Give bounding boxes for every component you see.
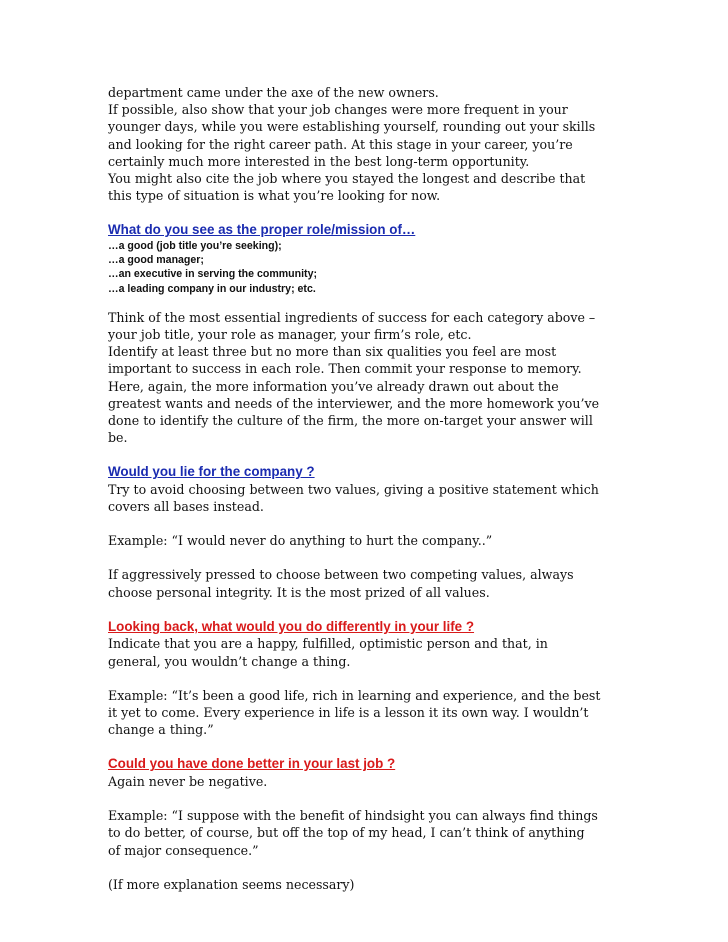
document-page xyxy=(108,84,628,893)
list-item: …an executive in serving the community; xyxy=(108,268,317,281)
spacer xyxy=(108,549,628,566)
spacer xyxy=(108,859,628,876)
better-job-example: Example: “I suppose with the benefit of hindsight you can always find things to do better, of course, but off the top of my head, I can’t think of anything of major consequence.” xyxy=(108,808,598,858)
list-item: …a good (job title you’re seeking); xyxy=(108,239,282,252)
spacer xyxy=(108,296,628,309)
lie-heading: Would you lie for the company ? xyxy=(108,464,315,480)
looking-back-paragraph: Indicate that you are a happy, fulfilled, optimistic person and that, in general, you wouldn’t change a thing. xyxy=(108,636,548,669)
spacer xyxy=(108,204,628,221)
spacer xyxy=(108,670,628,687)
list-item: …a good manager; xyxy=(108,254,204,267)
lie-paragraph-1: Try to avoid choosing between two values, giving a positive statement which covers all bases instead. xyxy=(108,481,599,515)
better-job-paragraph: Again never be negative. xyxy=(108,773,268,789)
lie-example: Example: “I would never do anything to hurt the company..” xyxy=(108,533,493,549)
lie-paragraph-2: If aggressively pressed to choose between two competing values, always choose personal integrity. It is the most prized of all values. xyxy=(108,567,574,600)
spacer xyxy=(108,515,628,532)
role-mission-body: Think of the most essential ingredients of success for each category above – your job title, your role as manager, your firm’s role, etc. Identify at least three but no more than six qualities you feel are most important to success in each role. Then commit your response to memory. Here, again, the more information you’ve already drawn out about the greatest wants and needs of the interviewer, and the more homework you’ve done to identify the culture of the firm, the more on-target your answer will be. xyxy=(108,309,600,446)
spacer xyxy=(108,601,628,618)
role-mission-list xyxy=(108,239,628,296)
spacer xyxy=(108,790,628,807)
looking-back-example: Example: “It’s been a good life, rich in learning and experience, and the best it yet to come. Every experience in life is a lesson it its own way. I wouldn’t change a thing.” xyxy=(108,687,601,738)
better-job-note: (If more explanation seems necessary) xyxy=(108,876,355,892)
intro-paragraph: department came under the axe of the new owners. If possible, also show that your job changes were more frequent in your younger days, while you were establishing yourself, rounding out your skills and looking for the right career path. At this stage in your career, you’re certainly much more interested in the best long-term opportunity. You might also cite the job where you stayed the longest and describe that this type of situation is what you’re looking for now. xyxy=(108,85,596,204)
list-item: …a leading company in our industry; etc. xyxy=(108,282,316,295)
better-job-heading: Could you have done better in your last job ? xyxy=(108,756,396,772)
role-mission-heading: What do you see as the proper role/mission of… xyxy=(108,222,416,238)
looking-back-heading: Looking back, what would you do differently in your life ? xyxy=(108,618,475,634)
spacer xyxy=(108,738,628,755)
spacer xyxy=(108,446,628,463)
